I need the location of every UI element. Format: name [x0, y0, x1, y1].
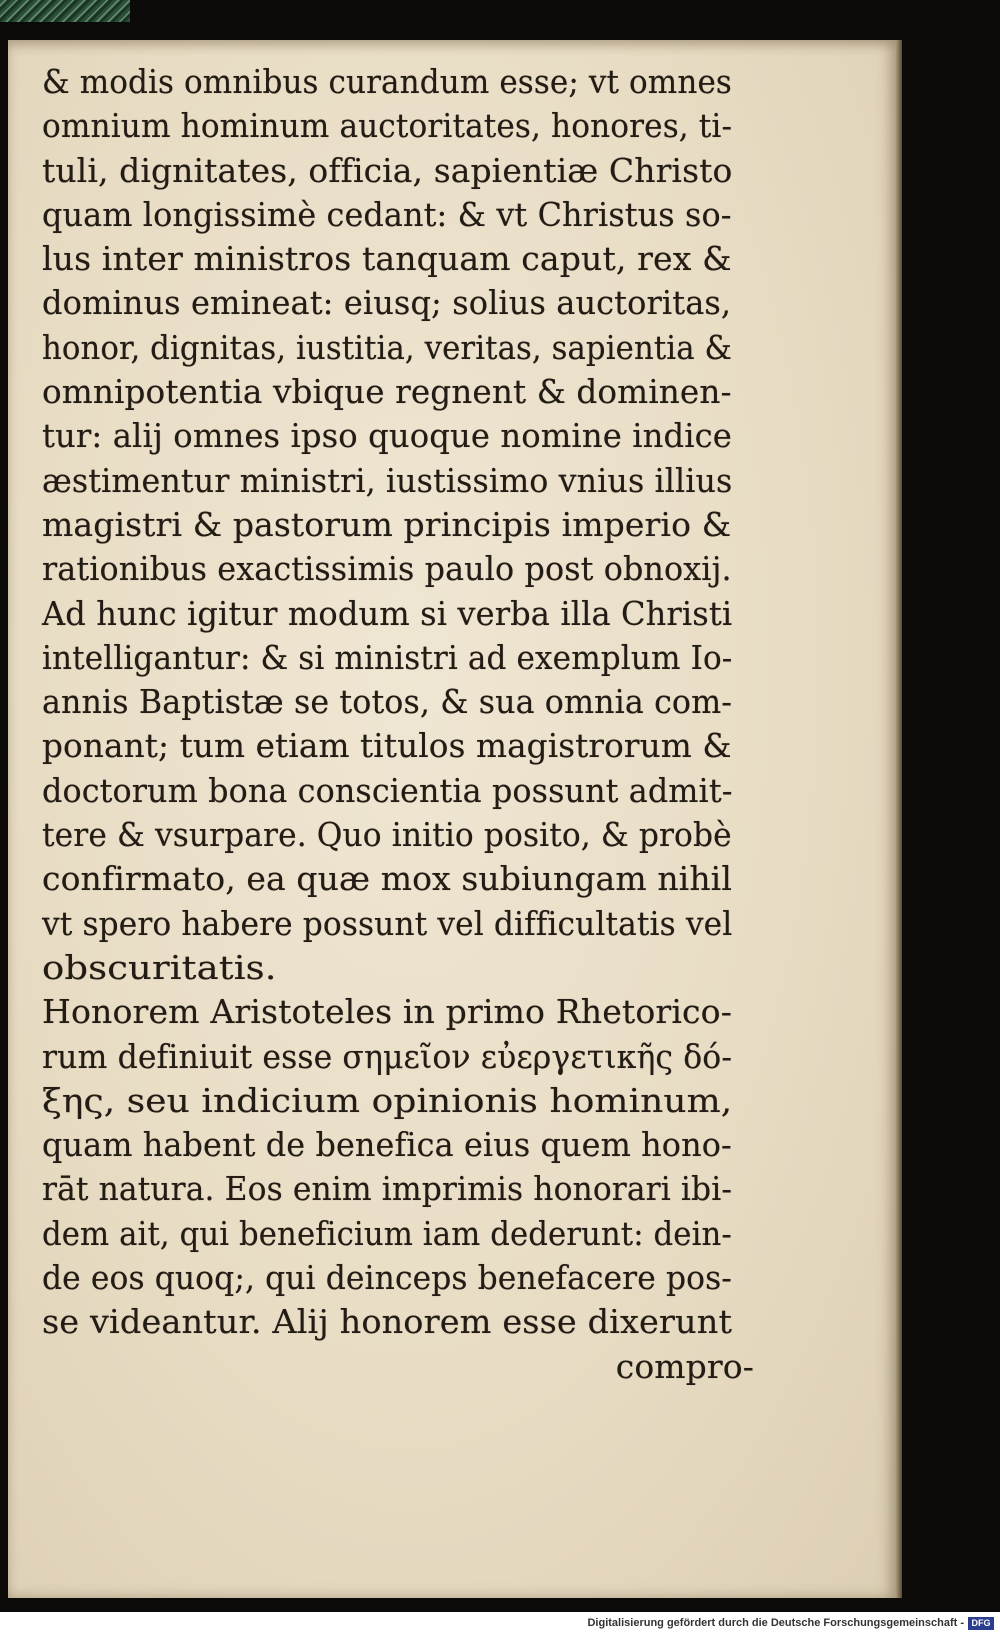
text-line: vt spero habere possunt vel difficultatis vel	[42, 903, 733, 943]
footer-bar	[0, 1612, 1000, 1637]
text-line: tur: alij omnes ipso quoque nomine indice	[42, 416, 732, 456]
text-line: æstimentur ministri, iustissimo vnius illius	[42, 460, 733, 500]
text-line: de eos quoq;, qui deinceps benefacere pos-	[42, 1258, 732, 1298]
text-line: confirmato, ea quæ mox subiungam nihil	[42, 859, 732, 899]
binding-cloth	[0, 0, 130, 22]
text-line: intelligantur: & si ministri ad exemplum Io-	[42, 637, 733, 677]
text-line: quam habent de benefica eius quem hono-	[42, 1125, 732, 1165]
text-line: omnium hominum auctoritates, honores, ti-	[42, 106, 733, 146]
text-line: tere & vsurpare. Quo initio posito, & probè	[42, 815, 732, 855]
text-line: obscuritatis.	[42, 947, 277, 987]
page-text	[42, 60, 762, 1389]
catchword: compro-	[615, 1346, 754, 1386]
page-edge	[896, 40, 902, 1598]
text-line: doctorum bona conscientia possunt admit-	[42, 770, 733, 810]
text-line: magistri & pastorum principis imperio &	[42, 504, 732, 544]
text-line: se videantur. Alij honorem esse dixerunt	[42, 1302, 733, 1342]
footer-credit: Digitalisierung gefördert durch die Deutsche Forschungsgemeinschaft -	[587, 1617, 964, 1629]
text-line: quam longissimè cedant: & vt Christus so-	[42, 194, 732, 234]
text-line: tuli, dignitates, officia, sapientiæ Christo	[42, 150, 733, 190]
text-line: ξης, seu indicium opinionis hominum,	[42, 1080, 733, 1120]
text-line: Ad hunc igitur modum si verba illa Christi	[42, 593, 733, 633]
text-line: lus inter ministros tanquam caput, rex &	[42, 239, 732, 279]
text-line: dominus emineat: eiusq; solius auctoritas,	[42, 283, 732, 323]
text-line: Honorem Aristoteles in primo Rhetorico-	[42, 992, 733, 1032]
text-line: dem ait, qui beneficium iam dederunt: dein-	[42, 1213, 732, 1253]
text-line: rum definiuit esse σημεῖον εὐεργετικῆς δό-	[42, 1036, 733, 1076]
text-line: rāt natura. Eos enim imprimis honorari ibi-	[42, 1169, 733, 1209]
text-line: & modis omnibus curandum esse; vt omnes	[42, 62, 732, 101]
text-line: ponant; tum etiam titulos magistrorum &	[42, 726, 732, 766]
text-line: rationibus exactissimis paulo post obnoxij.	[42, 549, 732, 589]
text-line: omnipotentia vbique regnent & dominen-	[42, 372, 732, 412]
text-line: honor, dignitas, iustitia, veritas, sapientia &	[42, 327, 733, 367]
text-line: annis Baptistæ se totos, & sua omnia com-	[42, 682, 733, 722]
book-page	[8, 40, 896, 1598]
dfg-logo: DFG	[968, 1617, 994, 1630]
